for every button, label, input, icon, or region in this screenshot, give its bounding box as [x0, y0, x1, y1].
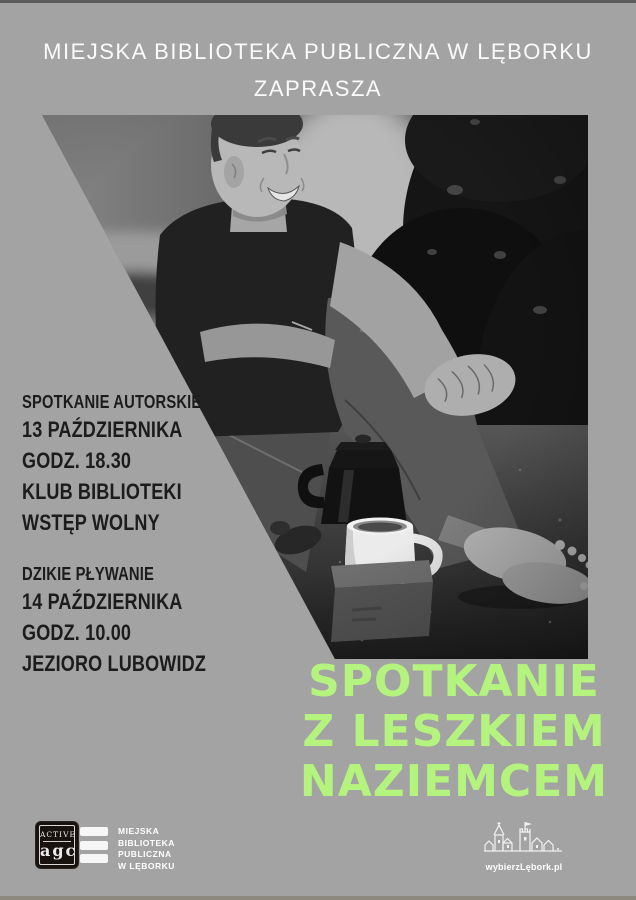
library-name-line-3: PUBLICZNA — [118, 849, 172, 859]
library-logo-name — [118, 826, 175, 872]
stamp-top-text: ACTIVE — [40, 830, 77, 839]
event2-time: GODZ. 10.00 — [22, 620, 132, 645]
stamp-frame — [39, 825, 78, 865]
event1-label: SPOTKANIE AUTORSKIE — [22, 392, 202, 412]
event-wild-swimming — [22, 563, 206, 679]
banner-line-2: ZAPRASZA — [253, 76, 383, 101]
stamp-bottom-text: agc — [40, 841, 78, 860]
event1-time: GODZ. 18.30 — [22, 448, 132, 473]
headline-line-1: SPOTKANIE — [308, 656, 600, 707]
library-bars-icon — [80, 827, 108, 868]
event2-date: 14 PAŹDZIERNIKA — [22, 589, 183, 614]
event2-label: DZIKIE PŁYWANIE — [22, 564, 155, 584]
headline — [278, 657, 630, 807]
event1-admission: WSTĘP WOLNY — [22, 510, 160, 535]
headline-line-3: NAZIEMCEM — [299, 756, 609, 807]
active-age-stamp-logo — [36, 822, 78, 868]
library-name-line-4: W LĘBORKU — [118, 860, 175, 871]
headline-line-2: Z LESZKIEM — [302, 706, 606, 757]
bottom-border — [0, 896, 636, 900]
event-author-meeting — [22, 391, 201, 538]
wybierz-lebork-logo — [482, 820, 566, 872]
town-logo-label: wybierzLębork.pl — [485, 862, 563, 872]
event1-date: 13 PAŹDZIERNIKA — [22, 417, 183, 442]
event1-place: KLUB BIBLIOTEKI — [22, 479, 182, 504]
event2-place: JEZIORO LUBOWIDZ — [22, 651, 207, 676]
banner-line-1: MIEJSKA BIBLIOTEKA PUBLICZNA W LĘBORKU — [43, 39, 593, 64]
library-name-line-1: MIEJSKA — [118, 826, 160, 836]
town-skyline-icon — [482, 820, 566, 856]
library-name-line-2: BIBLIOTEKA — [118, 837, 175, 848]
